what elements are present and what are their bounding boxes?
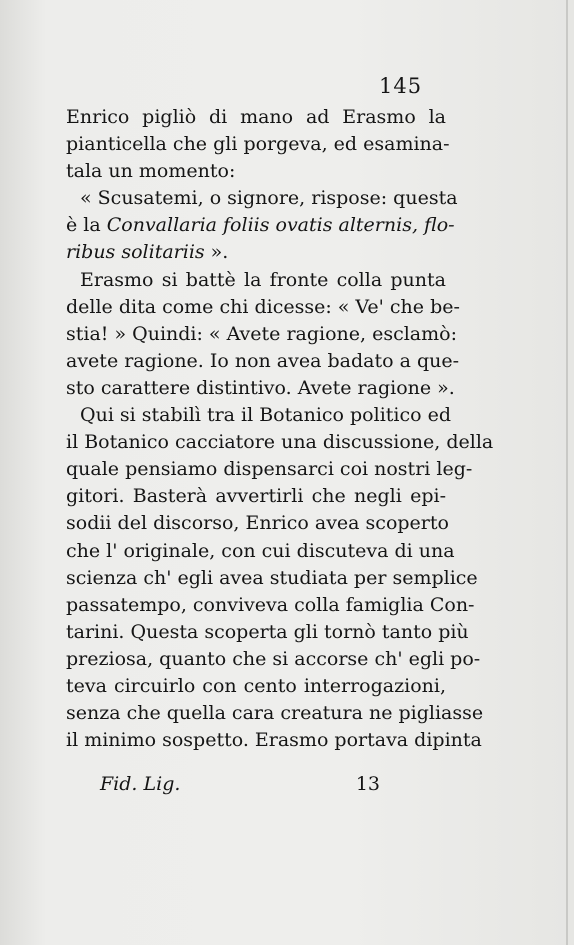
text-segment: che l' originale, con cui discuteva di una [66,539,455,562]
text-segment: tarini. Questa scoperta gli tornò tanto più [66,620,469,643]
text-line [66,104,446,131]
text-line [66,619,469,646]
text-line [66,673,446,700]
text-segment: sto carattere distintivo. Avete ragione ». [66,376,455,399]
text-segment: avete ragione. Io non avea badato a que- [66,349,460,372]
text-segment: senza che quella cara creatura ne pigliasse [66,702,484,725]
text-segment: stia! » Quindi: « Avete ragione, esclamò: [66,322,457,345]
text-line [66,402,452,429]
text-line [66,538,455,565]
text-segment: Erasmo si battè la fronte colla punta [80,268,446,291]
text-segment: sodii del discorso, Enrico avea scoperto [66,512,449,535]
text-line [66,429,494,456]
text-segment: tala un momento: [66,160,236,183]
text-line [66,727,482,754]
text-segment: Qui si stabilì tra il Botanico politico ed [80,404,452,427]
text-line [66,239,446,266]
text-segment: passatempo, conviveva colla famiglia Con- [66,593,475,616]
text-line [66,375,455,402]
text-segment: ». [204,241,229,264]
text-line [66,592,475,619]
text-line [66,158,446,185]
text-segment: è la [66,214,107,237]
text-line [66,212,455,239]
text-line [66,131,450,158]
text-segment: gitori. Basterà avvertirli che negli epi- [66,485,446,508]
text-line [66,294,460,321]
text-line [66,267,446,294]
text-segment: preziosa, quanto che si accorse ch' egli po- [66,647,481,670]
body-text [66,104,494,754]
text-segment: scienza ch' egli avea studiata per semplice [66,566,478,589]
text-line [66,510,449,537]
text-line [66,348,460,375]
text-line [66,646,481,673]
text-line [66,185,458,212]
text-segment: pianticella che gli porgeva, ed esamina- [66,133,450,156]
italic-segment: ribus solitariis [66,241,205,264]
text-segment: delle dita come chi dicesse: « Ve' che be- [66,295,460,318]
page-edge [566,0,568,945]
text-segment: « Scusatemi, o signore, rispose: questa [80,187,458,210]
text-line [66,456,473,483]
page-footer [100,773,380,795]
signature-label: Fid. Lig. [100,773,181,795]
page-number: 145 [379,74,423,98]
text-line [66,700,484,727]
text-segment: Enrico pigliò di mano ad Erasmo la [66,106,446,128]
signature-mark: 13 [355,773,380,795]
text-line [66,565,478,592]
text-segment: teva circuirlo con cento interrogazioni, [66,674,446,697]
text-segment: il minimo sospetto. Erasmo portava dipinta [66,729,482,752]
text-line [66,483,446,510]
text-segment: il Botanico cacciatore una discussione, della [66,431,494,454]
italic-segment: Convallaria foliis ovatis alternis, flo- [106,214,455,237]
text-segment: quale pensiamo dispensarci coi nostri leg- [66,458,473,481]
text-line [66,321,457,348]
